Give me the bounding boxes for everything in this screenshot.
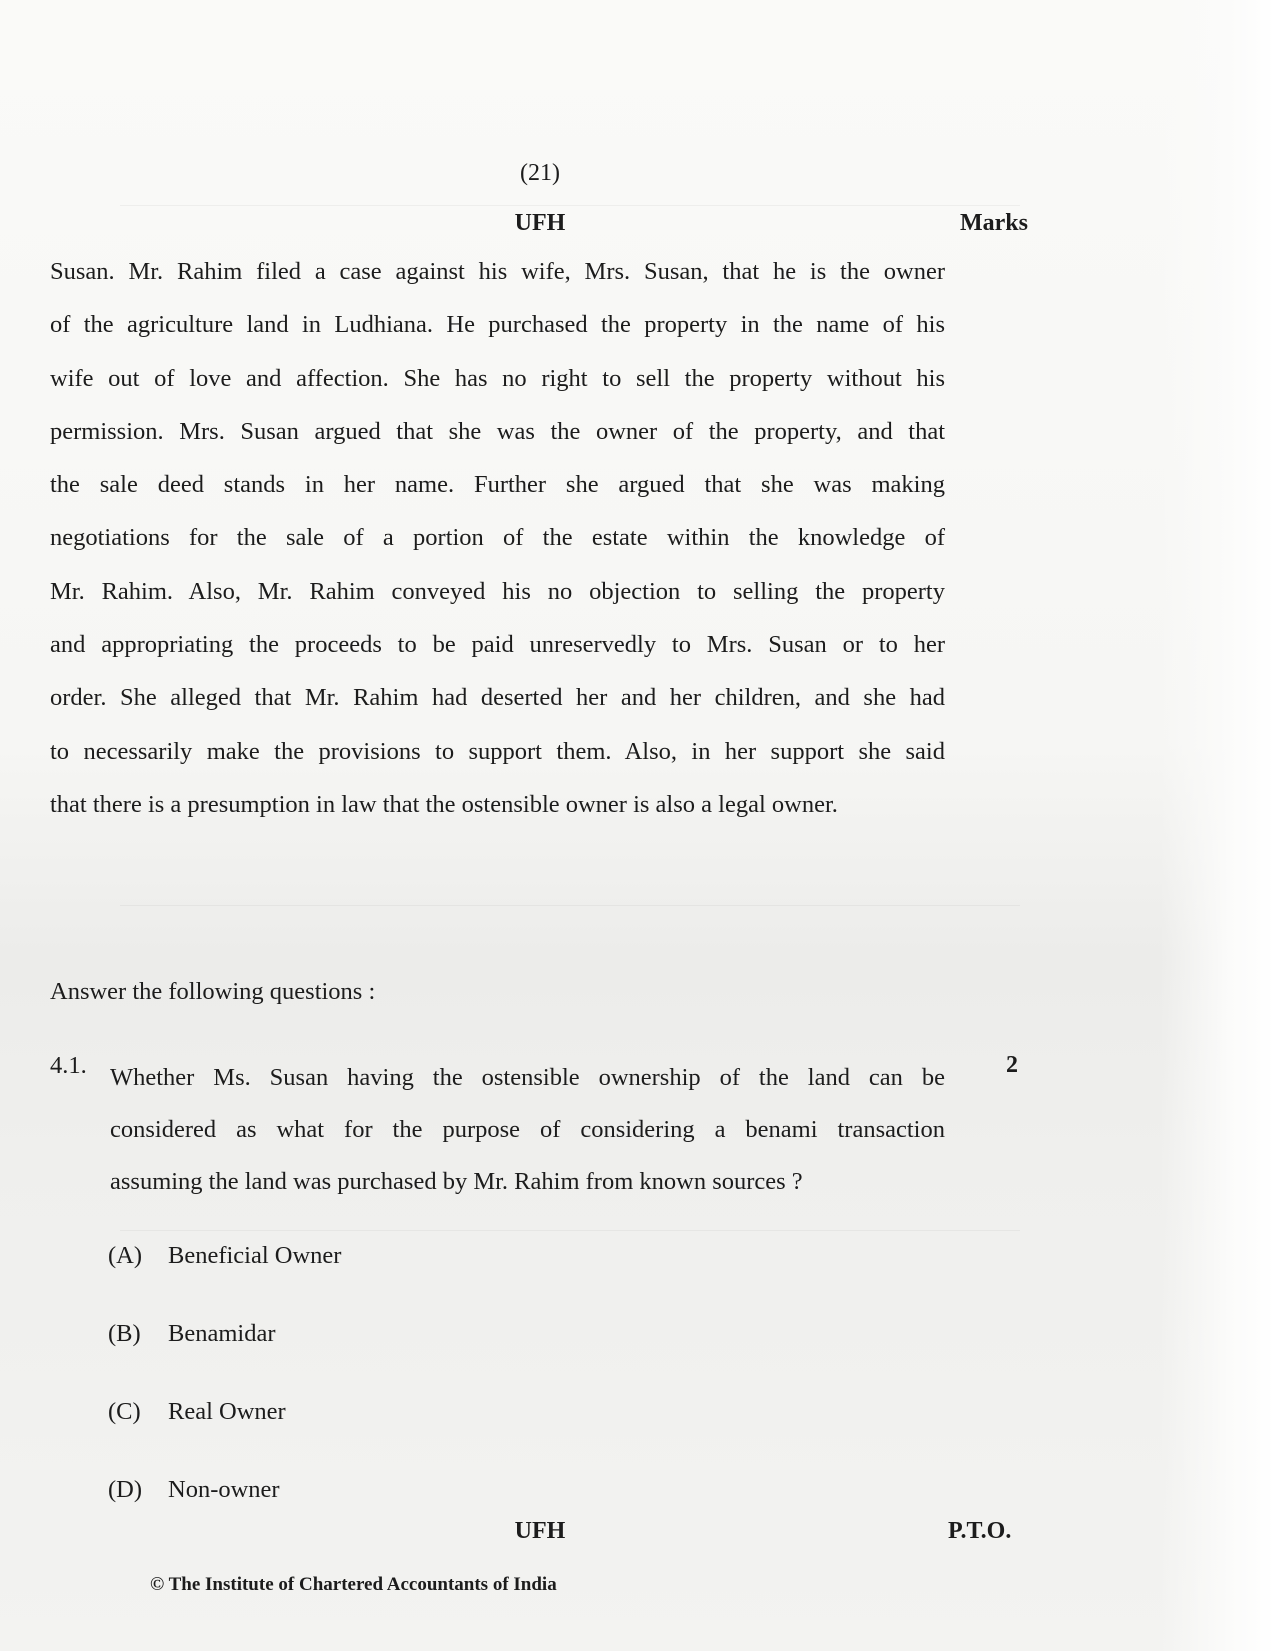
question-line: Whether Ms. Susan having the ostensible ownership of the land can be [110, 1064, 945, 1091]
option-c [108, 1398, 286, 1426]
question-text [110, 1052, 945, 1208]
bleed-through-line [120, 205, 1020, 206]
marks-column-label: Marks [960, 210, 1028, 236]
option-d [108, 1476, 280, 1504]
option-label: (A) [108, 1242, 143, 1269]
case-paragraph [50, 245, 945, 831]
paragraph-line: Susan. Mr. Rahim filed a case against his wife, Mrs. Susan, that he is the owner [50, 258, 945, 285]
bleed-through-line [120, 1230, 1020, 1231]
option-a [108, 1242, 341, 1270]
option-text: Benamidar [168, 1320, 276, 1347]
pto-label: P.T.O. [948, 1518, 1012, 1544]
paragraph-line: to necessarily make the provisions to support them. Also, in her support she said [50, 737, 945, 765]
paragraph-line: Mr. Rahim. Also, Mr. Rahim conveyed his no objection to selling the property [50, 577, 945, 605]
paragraph-line: that there is a presumption in law that the ostensible owner is also a legal owner. [50, 790, 838, 818]
copyright-notice: © The Institute of Chartered Accountants of India [150, 1574, 557, 1595]
question-line: assuming the land was purchased by Mr. Rahim from known sources ? [110, 1168, 803, 1195]
paragraph-line: the sale deed stands in her name. Further she argued that she was making [50, 471, 945, 499]
option-label: (B) [108, 1320, 141, 1347]
option-text: Real Owner [168, 1398, 286, 1425]
paper-code-header: UFH [514, 210, 566, 236]
paragraph-line: wife out of love and affection. She has no right to sell the property without his [50, 364, 945, 392]
paragraph-line: permission. Mrs. Susan argued that she was the owner of the property, and that [50, 417, 945, 445]
paragraph-line: of the agriculture land in Ludhiana. He purchased the property in the name of his [50, 311, 945, 339]
paragraph-line: and appropriating the proceeds to be paid unreservedly to Mrs. Susan or to her [50, 631, 945, 659]
option-label: (D) [108, 1476, 143, 1503]
option-text: Beneficial Owner [168, 1242, 342, 1269]
option-label: (C) [108, 1398, 141, 1425]
paragraph-line: negotiations for the sale of a portion of the estate within the knowledge of [50, 524, 945, 552]
question-line: considered as what for the purpose of considering a benami transaction [110, 1116, 945, 1143]
page-number: (21) [520, 160, 560, 186]
question-number: 4.1. [50, 1052, 87, 1079]
option-text: Non-owner [168, 1476, 280, 1503]
question-marks: 2 [1006, 1052, 1018, 1078]
paper-code-footer: UFH [514, 1518, 566, 1544]
scan-edge [1160, 0, 1275, 1651]
option-b [108, 1320, 276, 1348]
instruction-text: Answer the following questions : [50, 978, 376, 1005]
bleed-through-line [120, 905, 1020, 906]
paragraph-line: order. She alleged that Mr. Rahim had deserted her and her children, and she had [50, 684, 945, 712]
